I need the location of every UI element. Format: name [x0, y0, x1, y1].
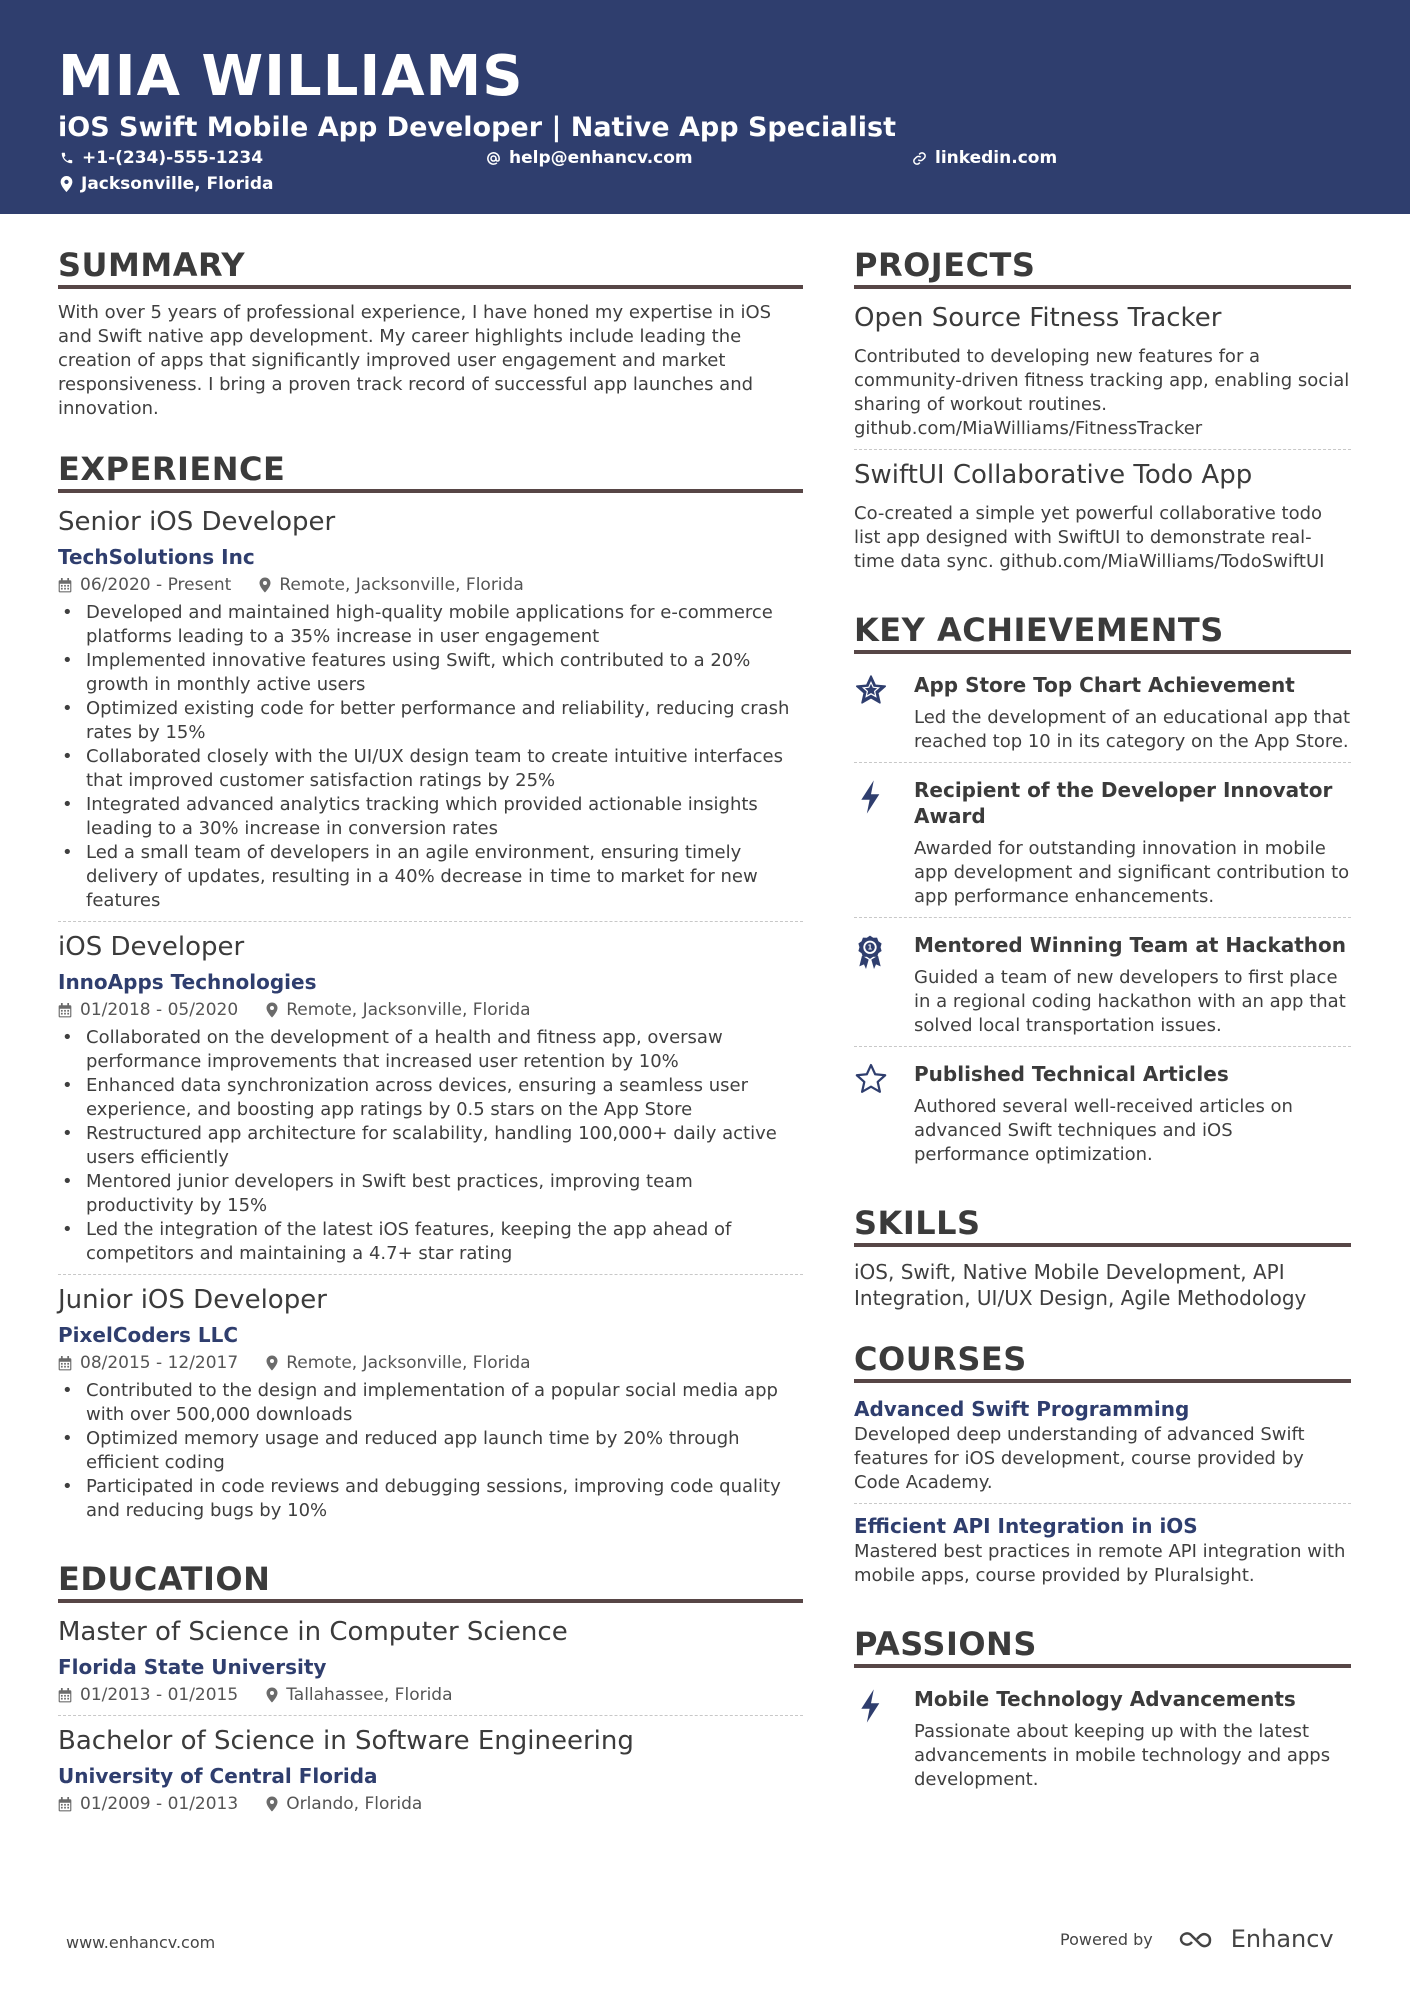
degree: Master of Science in Computer Science	[58, 1617, 568, 1647]
star-filled-icon	[854, 674, 888, 706]
passions-section	[854, 1624, 1351, 1800]
job-dates-text: 01/2018 - 05/2020	[80, 1000, 239, 1020]
education-dates-text: 01/2013 - 01/2015	[80, 1685, 239, 1705]
education-meta	[58, 1792, 803, 1816]
at-icon	[486, 151, 501, 166]
achievement-description: Awarded for outstanding innovation in mobile app development and significant contribution to app performance enhancements.	[914, 838, 1350, 907]
job-bullet: • Optimized existing code for better performance and reliability, reducing crash rates by 15%	[58, 697, 803, 745]
passions-heading: PASSIONS	[854, 1624, 1351, 1668]
contact-linkedin[interactable]	[912, 147, 1057, 169]
achievement-item	[854, 1055, 1351, 1175]
phone-text: +1-(234)-555-1234	[82, 148, 264, 168]
courses-section	[854, 1339, 1351, 1596]
achievements-heading: KEY ACHIEVEMENTS	[854, 610, 1351, 654]
job-bullet: • Collaborated on the development of a health and fitness app, oversaw performance improvements that increased user retention by 10%	[58, 1026, 803, 1074]
achievement-description: Led the development of an educational app that reached top 10 in its category on the App Store.	[914, 707, 1351, 752]
summary-heading: SUMMARY	[58, 245, 803, 289]
achievements-section	[854, 610, 1351, 1175]
job-bullets	[58, 601, 803, 913]
achievement-item	[854, 666, 1351, 763]
achievement-icon-wrap	[854, 777, 914, 909]
projects-section	[854, 245, 1351, 582]
job-bullet: • Participated in code reviews and debugging sessions, improving code quality and reducing bugs by 10%	[58, 1475, 803, 1523]
job-dates	[58, 1351, 238, 1375]
job-bullet: • Mentored junior developers in Swift best practices, improving team productivity by 15%	[58, 1170, 803, 1218]
star-outline-icon	[854, 1063, 888, 1095]
footer-website[interactable]: www.enhancv.com	[66, 1933, 216, 1952]
education-section	[58, 1559, 803, 1824]
job-bullet: • Led the integration of the latest iOS features, keeping the app ahead of competitors and maintaining a 4.7+ star rating	[58, 1218, 803, 1266]
location-pin-icon	[266, 1796, 278, 1812]
right-column	[854, 245, 1351, 1828]
job-location-text: Remote, Jacksonville, Florida	[279, 575, 524, 595]
location-pin-icon	[266, 1355, 278, 1371]
passion-description: Passionate about keeping up with the latest advancements in mobile technology and apps development.	[914, 1721, 1331, 1790]
achievement-item	[854, 771, 1351, 918]
education-entry	[58, 1724, 803, 1824]
achievement-icon-wrap	[854, 672, 914, 754]
summary-section	[58, 245, 803, 421]
linkedin-text: linkedin.com	[935, 148, 1058, 168]
passion-item	[854, 1680, 1351, 1800]
job-bullet: • Restructured app architecture for scalability, handling 100,000+ daily active users efficiently	[58, 1122, 803, 1170]
job-company: TechSolutions Inc	[58, 545, 255, 569]
contact-location	[60, 173, 274, 195]
projects-heading: PROJECTS	[854, 245, 1351, 289]
education-meta	[58, 1683, 803, 1707]
phone-icon	[60, 151, 74, 165]
location-pin-icon	[60, 176, 73, 192]
education-dates	[58, 1792, 238, 1816]
education-location	[266, 1792, 422, 1816]
left-column	[58, 245, 803, 1852]
project-description: Contributed to developing new features for a community-driven fitness tracking app, enabling social sharing of workout routines. github.com/MiaWilliams/FitnessTracker	[854, 346, 1350, 439]
education-location-text: Orlando, Florida	[286, 1794, 423, 1814]
job-bullet: • Collaborated closely with the UI/UX design team to create intuitive interfaces that improved customer satisfaction ratings by 25%	[58, 745, 803, 793]
location-text: Jacksonville, Florida	[81, 174, 274, 194]
location-pin-icon	[266, 1687, 278, 1703]
school: University of Central Florida	[58, 1764, 378, 1788]
achievement-icon-wrap	[854, 932, 914, 1038]
calendar-icon	[58, 1356, 72, 1371]
achievement-description: Guided a team of new developers to first place in a regional coding hackathon with an app that solved local transportation issues.	[914, 967, 1346, 1036]
project-entry	[854, 458, 1351, 582]
powered-by-label: Powered by	[1060, 1929, 1153, 1949]
lightning-icon	[854, 779, 888, 815]
education-entry	[58, 1615, 803, 1716]
skills-text: iOS, Swift, Native Mobile Development, API Integration, UI/UX Design, Agile Methodology	[854, 1260, 1307, 1310]
project-title: SwiftUI Collaborative Todo App	[854, 460, 1253, 490]
school: Florida State University	[58, 1655, 327, 1679]
job-meta	[58, 573, 803, 597]
calendar-icon	[58, 578, 72, 593]
job-company: InnoApps Technologies	[58, 970, 317, 994]
job-bullet: • Implemented innovative features using Swift, which contributed to a 20% growth in monthly active users	[58, 649, 803, 697]
candidate-title: iOS Swift Mobile App Developer | Native App Specialist	[58, 112, 897, 143]
lightning-icon	[854, 1688, 888, 1724]
contact-email[interactable]	[486, 147, 693, 169]
course-title: Efficient API Integration in iOS	[854, 1514, 1198, 1538]
course-description: Developed deep understanding of advanced Swift features for iOS development, course provided by Code Academy.	[854, 1424, 1305, 1493]
job-company: PixelCoders LLC	[58, 1323, 239, 1347]
candidate-name: MIA WILLIAMS	[58, 44, 524, 109]
job-role: Senior iOS Developer	[58, 507, 336, 537]
passion-title: Mobile Technology Advancements	[914, 1687, 1296, 1711]
education-location-text: Tallahassee, Florida	[286, 1685, 453, 1705]
brand-name: Enhancv	[1230, 1925, 1334, 1953]
degree: Bachelor of Science in Software Engineering	[58, 1726, 634, 1756]
achievement-title: Recipient of the Developer Innovator Award	[914, 778, 1333, 828]
job-bullet: • Enhanced data synchronization across devices, ensuring a seamless user experience, and boosting app ratings by 0.5 stars on the App Store	[58, 1074, 803, 1122]
medal-icon	[854, 934, 886, 972]
education-dates-text: 01/2009 - 01/2013	[80, 1794, 239, 1814]
job-location-text: Remote, Jacksonville, Florida	[286, 1000, 531, 1020]
experience-entry	[58, 930, 803, 1275]
achievement-description: Authored several well-received articles on advanced Swift techniques and iOS performance optimization.	[914, 1096, 1293, 1165]
job-meta	[58, 1351, 803, 1375]
course-entry	[854, 1512, 1351, 1596]
project-entry	[854, 301, 1351, 450]
achievement-item	[854, 926, 1351, 1047]
achievement-title: Mentored Winning Team at Hackathon	[914, 933, 1347, 957]
job-location	[266, 1351, 530, 1375]
job-location	[266, 998, 530, 1022]
experience-entry	[58, 505, 803, 922]
course-entry	[854, 1395, 1351, 1504]
svg-text:1: 1	[867, 943, 873, 952]
job-bullets	[58, 1379, 803, 1523]
achievement-icon-wrap	[854, 1061, 914, 1167]
job-dates-text: 06/2020 - Present	[80, 575, 232, 595]
enhancv-logo-icon	[1177, 1927, 1223, 1951]
job-dates	[58, 573, 231, 597]
job-bullet: • Integrated advanced analytics tracking which provided actionable insights leading to a 30% increase in conversion rates	[58, 793, 803, 841]
job-bullets	[58, 1026, 803, 1266]
calendar-icon	[58, 1797, 72, 1812]
passion-icon-wrap	[854, 1686, 914, 1792]
skills-section	[854, 1203, 1351, 1311]
experience-entry	[58, 1283, 803, 1531]
calendar-icon	[58, 1688, 72, 1703]
job-role: Junior iOS Developer	[58, 1285, 327, 1315]
job-location	[259, 573, 523, 597]
course-title: Advanced Swift Programming	[854, 1397, 1190, 1421]
achievement-title: Published Technical Articles	[914, 1062, 1229, 1086]
education-heading: EDUCATION	[58, 1559, 803, 1603]
link-icon	[912, 151, 927, 166]
job-bullet: • Contributed to the design and implementation of a popular social media app with over 500,000 downloads	[58, 1379, 803, 1427]
experience-section	[58, 449, 803, 1531]
job-bullet: • Developed and maintained high-quality mobile applications for e-commerce platforms leading to a 35% increase in user engagement	[58, 601, 803, 649]
location-pin-icon	[259, 577, 271, 593]
project-description: Co-created a simple yet powerful collaborative todo list app designed with SwiftUI to demonstrate real-time data sync. github.com/MiaWilliams/TodoSwiftUI	[854, 503, 1325, 572]
resume-header	[0, 0, 1410, 214]
contact-phone	[60, 147, 263, 169]
experience-heading: EXPERIENCE	[58, 449, 803, 493]
footer-branding	[1060, 1925, 1334, 1953]
education-dates	[58, 1683, 238, 1707]
skills-heading: SKILLS	[854, 1203, 1351, 1247]
summary-text: With over 5 years of professional experience, I have honed my expertise in iOS and Swift native app development. My career highlights include leading the creation of apps that significantly improved user engagement and market responsiveness. I bring a proven track record of successful app launches and innovation.	[58, 302, 772, 419]
course-description: Mastered best practices in remote API integration with mobile apps, course provided by Pluralsight.	[854, 1541, 1346, 1586]
calendar-icon	[58, 1003, 72, 1018]
job-dates-text: 08/2015 - 12/2017	[80, 1353, 239, 1373]
job-location-text: Remote, Jacksonville, Florida	[286, 1353, 531, 1373]
job-role: iOS Developer	[58, 932, 245, 962]
job-dates	[58, 998, 238, 1022]
achievement-title: App Store Top Chart Achievement	[914, 673, 1295, 697]
job-bullet: • Optimized memory usage and reduced app launch time by 20% through efficient coding	[58, 1427, 803, 1475]
courses-heading: COURSES	[854, 1339, 1351, 1383]
email-text: help@enhancv.com	[509, 148, 693, 168]
location-pin-icon	[266, 1002, 278, 1018]
project-title: Open Source Fitness Tracker	[854, 303, 1222, 333]
job-bullet: • Led a small team of developers in an agile environment, ensuring timely delivery of updates, resulting in a 40% decrease in time to market for new features	[58, 841, 803, 913]
job-meta	[58, 998, 803, 1022]
education-location	[266, 1683, 452, 1707]
